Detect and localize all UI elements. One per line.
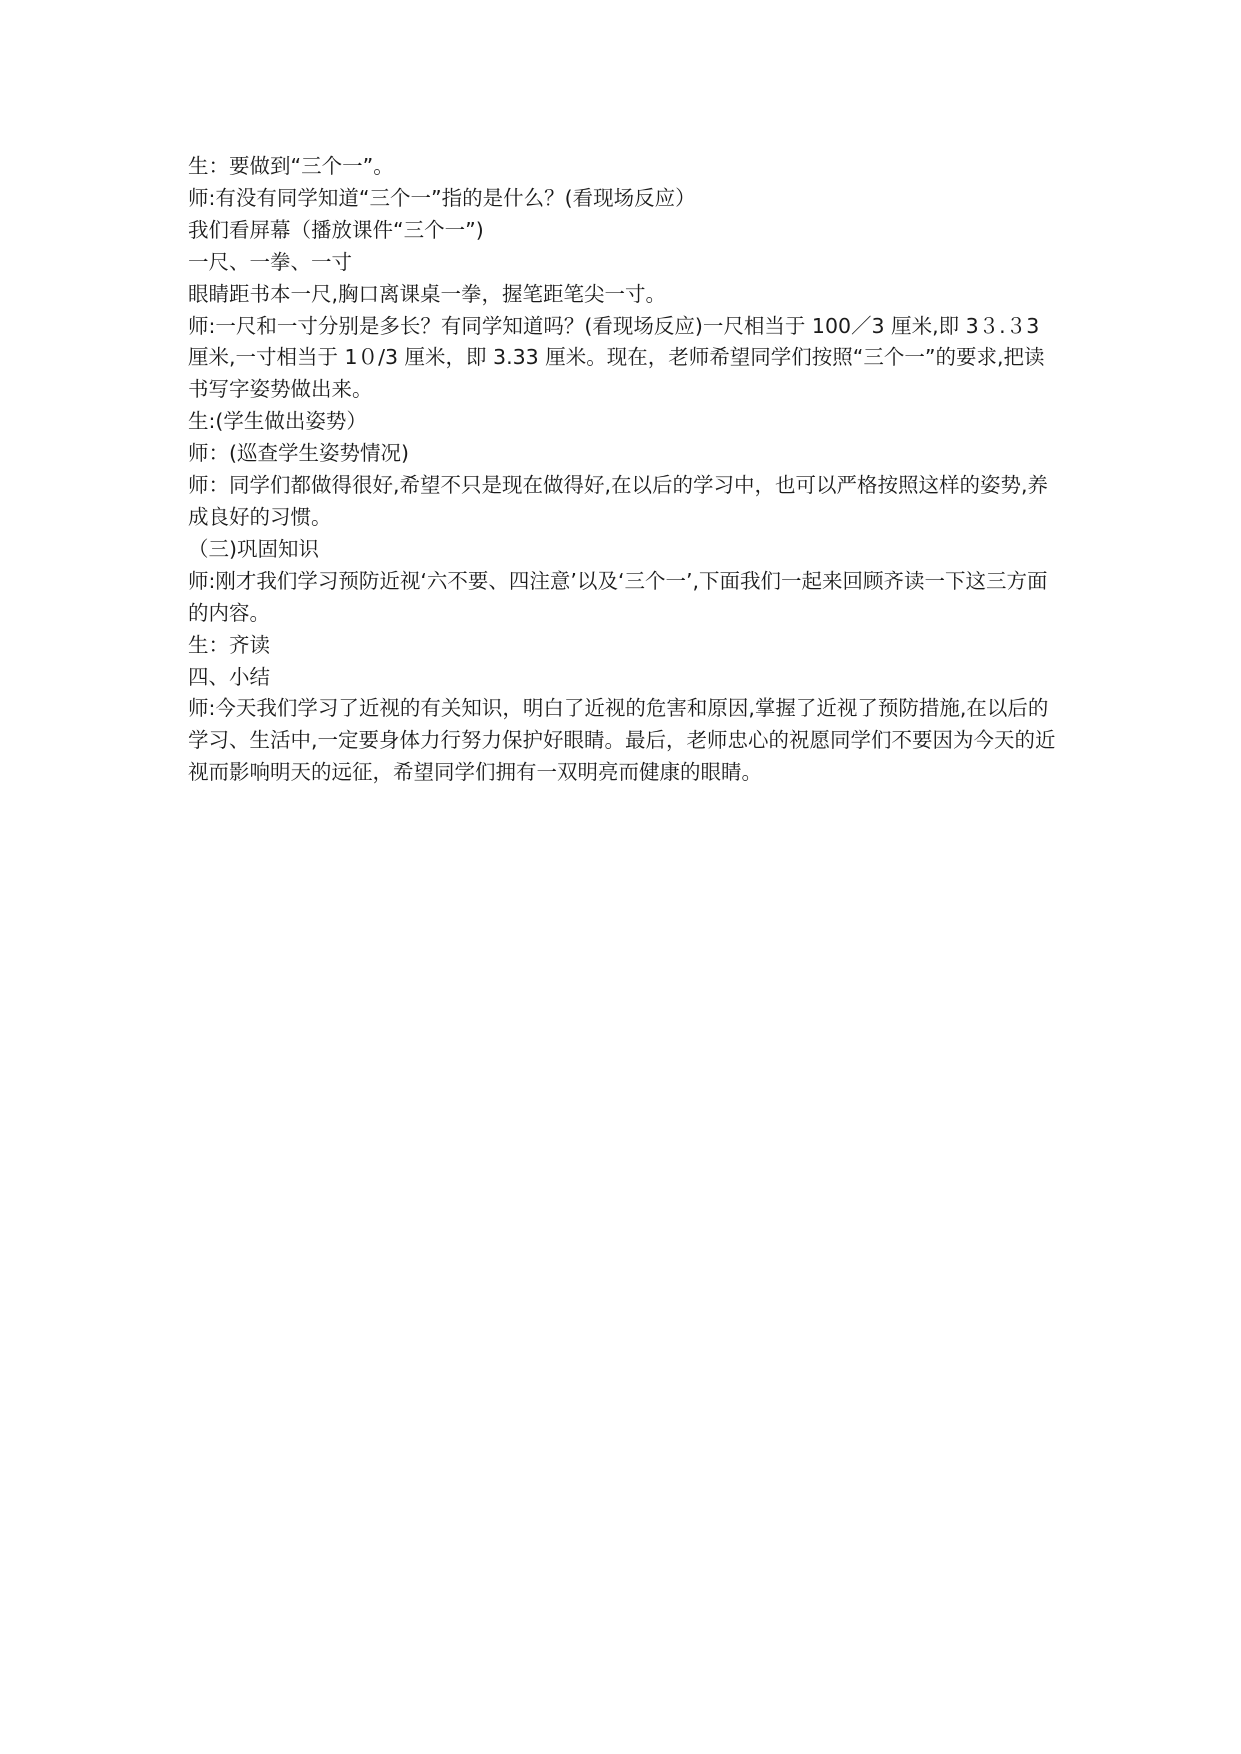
paragraph: 师:刚才我们学习预防近视‘六不要、四注意’以及‘三个一’,下面我们一起来回顾齐读一下这三方面的内容。 xyxy=(188,568,1048,625)
paragraph: 生：齐读 xyxy=(188,632,270,657)
paragraph: 师:有没有同学知道“三个一”指的是什么？(看现场反应） xyxy=(188,185,696,210)
document-body xyxy=(188,151,1058,789)
paragraph: 师：同学们都做得很好,希望不只是现在做得好,在以后的学习中，也可以严格按照这样的姿势,养成良好的习惯。 xyxy=(188,473,1049,529)
paragraph: 一尺、一拳、一寸 xyxy=(188,249,352,274)
paragraph: 眼睛距书本一尺,胸口离课桌一拳，握笔距笔尖一寸。 xyxy=(188,281,667,306)
paragraph: 师:一尺和一寸分别是多长？有同学知道吗？(看现场反应)一尺相当于 100／3 厘米,即 3３.３3 厘米,一寸相当于 1０/3 厘米，即 3.33 厘米。现在，老师希望同学们按照“三个一”的要求,把读书写字姿势做出来。 xyxy=(188,313,1045,402)
paragraph: 生：要做到“三个一”。 xyxy=(188,154,394,178)
paragraph: 师：(巡查学生姿势情况) xyxy=(188,441,409,466)
paragraph: 生:(学生做出姿势） xyxy=(188,409,367,434)
section-heading: 四、小结 xyxy=(188,664,270,689)
section-heading: （三)巩固知识 xyxy=(188,536,319,561)
paragraph: 师:今天我们学习了近视的有关知识，明白了近视的危害和原因,掌握了近视了预防措施,在以后的学习、生活中,一定要身体力行努力保护好眼睛。最后，老师忠心的祝愿同学们不要因为今天的近视而影响明天的远征，希望同学们拥有一双明亮而健康的眼睛。 xyxy=(188,696,1056,785)
paragraph: 我们看屏幕（播放课件“三个一”) xyxy=(188,217,484,242)
